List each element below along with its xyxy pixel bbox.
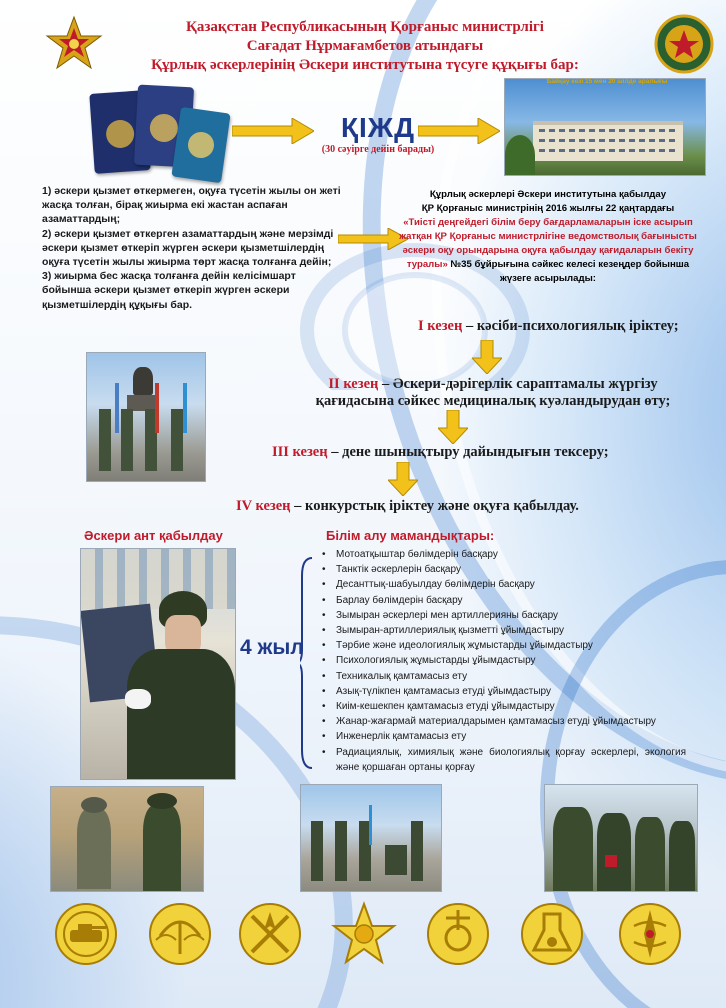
chemical-badge-icon: [518, 900, 586, 968]
award-ceremony-photo: [50, 786, 204, 892]
specialty-item: • Мотоатқыштар бөлімдерін басқару: [320, 547, 686, 562]
arrow-down-icon: [472, 340, 502, 374]
stage-4: [236, 498, 676, 515]
specialty-item: • Инженерлік қамтамасыз ету: [320, 729, 686, 744]
institute-building-photo: [504, 78, 706, 176]
eligibility-item: 2) әскери қызмет өткерген азаматтардың және мерзімді әскери қызмет өткеріп жүрген әскери қызметшілердің оқуға түсетін жылы жиырма төрт жасқа толғанға дейін;: [42, 227, 334, 269]
arrow-right-icon: [232, 118, 314, 144]
arrow-down-icon: [388, 462, 418, 496]
star-badge-icon: [330, 900, 398, 968]
specialty-item: • Зымыран-артиллериялық қызметті ұйымдастыру: [320, 623, 686, 638]
banner-line-1: Байқау кезі 15 мен 20 шілде аралығы: [546, 78, 668, 85]
parade-photo: [300, 784, 442, 892]
tank-badge-icon: [52, 900, 120, 968]
header-line-3: Құрлық әскерлерінің Әскери институтына түсуге құқығы бар:: [151, 57, 579, 73]
honor-guard-photo: [86, 352, 206, 482]
stage-text: – конкурстық іріктеу және оқуға қабылдау.: [290, 498, 579, 514]
specialty-item: • Десанттық-шабуылдау бөлімдерін басқару: [320, 577, 686, 592]
header-line-1: Қазақстан Республикасының Қорғаныс министрлігі: [186, 19, 544, 35]
stage-number: ІІІ кезең: [272, 444, 328, 460]
header-line-2: Сағадат Нұрмағамбетов атындағы: [246, 38, 484, 54]
specialties-title: Білім алу мамандықтары:: [326, 528, 495, 543]
specialty-item: • Азық-түлікпен қамтамасыз етуді ұйымдастыру: [320, 684, 686, 699]
specialties-list: [320, 547, 686, 775]
decree-line-1: Құрлық әскерлері Әскери институтына қабылдау: [429, 189, 667, 200]
admission-decree: [398, 188, 698, 286]
eligibility-list: [42, 184, 342, 312]
decree-line-2: ҚР Қорғаныс министрінің 2016 жылғы 22 қаңтардағы: [421, 203, 675, 214]
stage-text: – Әскери-дәрігерлік сараптамалы жүргізу қағидасына сәйкес медициналық куәландырудан өту;: [315, 376, 671, 409]
kizhd-block: [318, 112, 438, 155]
specialty-item: • Жанар-жағармай материалдарымен қамтамасыз етуді ұйымдастыру: [320, 714, 686, 729]
specialty-item: • Киім-кешекпен қамтамасыз етуді ұйымдастыру: [320, 699, 686, 714]
eligibility-item: 1) әскери қызмет өткермеген, оқуға түсетін жылы он жеті жасқа толған, бірақ жиырма екі жастан аспаған азаматтардың;: [42, 185, 341, 226]
oath-title: Әскери ант қабылдау: [84, 528, 223, 543]
stage-1: [418, 318, 708, 335]
airborne-badge-icon: [146, 900, 214, 968]
ministry-emblem-icon: [654, 14, 714, 74]
cadets-formation-photo: [544, 784, 698, 892]
specialty-item: • Танктік әскерлерін басқару: [320, 562, 686, 577]
bracket-decoration: [300, 556, 314, 770]
page-header: [110, 18, 620, 75]
study-duration: 4 жыл: [240, 636, 304, 659]
engineer-badge-icon: [424, 900, 492, 968]
stage-number: ІІ кезең: [328, 376, 379, 392]
army-emblem-icon: [44, 14, 104, 74]
decree-tail: №35 бұйрығына сәйкес келесі кезеңдер бойынша жүзеге асырылады:: [447, 259, 690, 284]
rocket-badge-icon: [236, 900, 304, 968]
decree-title: «Тиісті деңгейдегі білім беру бағдарламаларын іске асырып жатқан ҚР Қорғаныс министрлігіне ведомстволық бағынысты әскери оқу орындарына оқуға қабылдау қағидаларын бекіту туралы»: [399, 217, 697, 270]
specialty-item: • Барлау бөлімдерін басқару: [320, 593, 686, 608]
kizhd-note: (30 сәуірге дейін барады): [321, 144, 435, 155]
stage-text: – кәсіби-психологиялық іріктеу;: [462, 318, 679, 334]
specialty-item: • Радиациялық, химиялық және биологиялық қорғау әскерлері, экология және қоршаған ортаны қорғау: [320, 745, 686, 775]
stage-3: [272, 444, 672, 461]
oath-photo: [80, 548, 236, 780]
building-banner: [512, 78, 702, 85]
certificate-image: [171, 107, 230, 183]
stage-2: [288, 376, 698, 410]
stage-number: ІV кезең: [236, 498, 291, 514]
kizhd-title: ҚІЖД: [340, 112, 416, 143]
stage-text: – дене шынықтыру дайындығын тексеру;: [327, 444, 609, 460]
specialty-item: • Психологиялық жұмыстарды ұйымдастыру: [320, 653, 686, 668]
eligibility-item: 3) жиырма бес жасқа толғанға дейін келісімшарт бойынша әскери қызмет өткеріп жүрген әскери қызметшілердің құқығы бар.: [42, 270, 296, 311]
specialty-item: • Зымыран әскерлері мен артиллерияны басқару: [320, 608, 686, 623]
arrow-down-icon: [438, 410, 468, 444]
specialty-item: • Техникалық қамтамасыз ету: [320, 669, 686, 684]
stage-number: І кезең: [418, 318, 463, 334]
signal-badge-icon: [616, 900, 684, 968]
specialty-item: • Тәрбие және идеологиялық жұмыстарды ұйымдастыру: [320, 638, 686, 653]
